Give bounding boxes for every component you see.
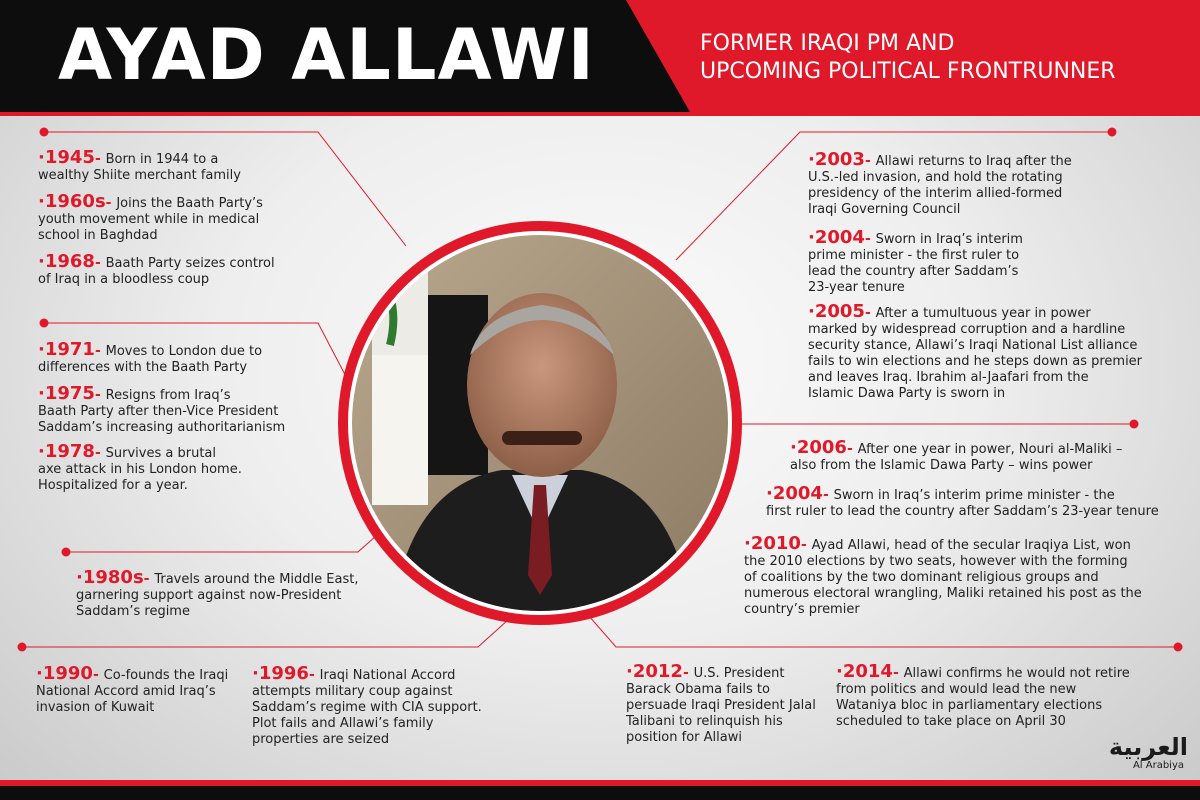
- event-year: 1945: [44, 147, 95, 168]
- event-text-line: Barack Obama fails to: [626, 682, 770, 697]
- event-dash: -: [864, 305, 876, 321]
- connector-lower-left: [66, 511, 404, 552]
- event-1990: [36, 663, 229, 716]
- event-dash: -: [682, 665, 694, 681]
- event-1980s: [76, 567, 359, 620]
- connector-dot: [62, 548, 71, 557]
- event-text-line: National Accord amid Iraq’s: [36, 684, 216, 699]
- portrait-photo: [352, 235, 728, 611]
- event-text-line: Born in 1944 to a: [105, 152, 219, 167]
- page-title: AYAD ALLAWI: [58, 14, 595, 96]
- event-text-line: Saddam’s increasing authoritarianism: [38, 420, 286, 435]
- event-dash: -: [94, 343, 106, 359]
- connector-dot: [1174, 643, 1183, 652]
- event-text-line: the 2010 elections by two seats, however with the forming: [744, 554, 1128, 569]
- event-1978: [38, 441, 242, 494]
- event-year: 2006: [796, 437, 847, 458]
- event-year: 1971: [44, 339, 95, 360]
- event-text-line: of Iraq in a bloodless coup: [38, 272, 210, 287]
- event-text-line: lead the country after Saddam’s: [808, 264, 1019, 279]
- event-text-line: school in Baghdad: [38, 228, 158, 243]
- event-year: 1996: [258, 663, 309, 684]
- event-1960s: [38, 191, 263, 244]
- event-text-line: 23-year tenure: [808, 280, 905, 295]
- event-text-line: Iraqi National Accord: [319, 668, 456, 683]
- event-2012: [626, 661, 816, 746]
- event-text-line: security stance, Allawi’s Iraqi National List alliance: [808, 338, 1138, 353]
- event-2010: [744, 533, 1142, 618]
- event-dash: -: [94, 387, 106, 403]
- event-text-line: presidency of the interim allied-formed: [808, 186, 1063, 201]
- event-year: 2004: [814, 227, 865, 248]
- bullet-dot: ·: [808, 227, 815, 248]
- event-text-line: Iraqi Governing Council: [808, 202, 961, 217]
- event-text-line: garnering support against now-President: [76, 588, 342, 603]
- event-text-line: and leaves Iraq. Ibrahim al-Jaafari from the: [808, 370, 1089, 385]
- event-2004-second: [766, 483, 1159, 520]
- connector-dot: [40, 319, 49, 328]
- event-text-line: invasion of Kuwait: [36, 700, 155, 715]
- bullet-dot: ·: [38, 191, 45, 212]
- event-2004: [808, 227, 1023, 296]
- event-text-line: Saddam’s regime with CIA support.: [252, 700, 482, 715]
- event-dash: -: [864, 153, 876, 169]
- event-text-line: Allawi returns to Iraq after the: [875, 154, 1072, 169]
- event-text-line: Talibani to relinquish his: [626, 714, 783, 729]
- event-year: 1990: [42, 663, 93, 684]
- event-dash: -: [94, 255, 106, 271]
- event-year: 1980s: [82, 567, 144, 588]
- event-text-line: Moves to London due to: [105, 344, 263, 359]
- event-year: 2005: [814, 301, 865, 322]
- event-text-line: Travels around the Middle East,: [154, 572, 359, 587]
- bullet-dot: ·: [790, 437, 797, 458]
- event-text-line: from politics and would lead the new: [836, 682, 1077, 697]
- event-text-line: Joins the Baath Party’s: [116, 196, 263, 211]
- event-2005: [808, 301, 1143, 402]
- event-text-line: Saddam’s regime: [76, 604, 190, 619]
- event-1996: [252, 663, 482, 748]
- connector-dot: [1130, 420, 1139, 429]
- event-text-line: Survives a brutal: [105, 446, 216, 461]
- event-1971: [38, 339, 263, 376]
- event-year: 1975: [44, 383, 95, 404]
- event-year: 2003: [814, 149, 865, 170]
- event-text-line: wealthy Shiite merchant family: [38, 168, 241, 183]
- event-text-line: persuade Iraqi President Jalal: [626, 698, 816, 713]
- event-dash: -: [105, 195, 117, 211]
- bullet-dot: ·: [766, 483, 773, 504]
- portrait-illustration: [352, 235, 728, 611]
- logo-english-text: Al Arabiya: [1132, 760, 1184, 771]
- event-year: 1978: [44, 441, 95, 462]
- event-dash: -: [864, 231, 876, 247]
- bullet-dot: ·: [38, 441, 45, 462]
- event-text-line: axe attack in his London home.: [38, 462, 242, 477]
- bullet-dot: ·: [252, 663, 259, 684]
- event-text-line: youth movement while in medical: [38, 212, 260, 227]
- event-dash: -: [94, 445, 106, 461]
- footer-black-band: [0, 786, 1200, 800]
- event-dash: -: [846, 441, 858, 457]
- event-text-line: Islamic Dawa Party is sworn in: [808, 386, 1006, 401]
- event-text-line: Hospitalized for a year.: [38, 478, 188, 493]
- bullet-dot: ·: [38, 383, 45, 404]
- bullet-dot: ·: [38, 339, 45, 360]
- connector-dot: [18, 643, 27, 652]
- event-dash: -: [800, 537, 812, 553]
- bullet-dot: ·: [808, 301, 815, 322]
- event-dash: -: [143, 571, 155, 587]
- event-1945: [38, 147, 241, 184]
- bullet-dot: ·: [626, 661, 633, 682]
- event-text-line: first ruler to lead the country after Saddam’s 23-year tenure: [766, 504, 1159, 519]
- bullet-dot: ·: [38, 251, 45, 272]
- event-text-line: also from the Islamic Dawa Party – wins power: [790, 458, 1093, 473]
- connector-dot: [1108, 128, 1117, 137]
- event-year: 1960s: [44, 191, 106, 212]
- event-1968: [38, 251, 275, 288]
- event-text-line: position for Allawi: [626, 730, 742, 745]
- event-text-line: attempts military coup against: [252, 684, 453, 699]
- event-text-line: Allawi confirms he would not retire: [903, 666, 1130, 681]
- bullet-dot: ·: [744, 533, 751, 554]
- event-dash: -: [94, 151, 106, 167]
- subtitle-line-2: UPCOMING POLITICAL FRONTRUNNER: [700, 59, 1116, 84]
- event-text-line: Sworn in Iraq’s interim prime minister - the: [833, 488, 1115, 503]
- event-year: 2014: [842, 661, 893, 682]
- event-text-line: differences with the Baath Party: [38, 360, 248, 375]
- event-dash: -: [822, 487, 834, 503]
- event-text-line: numerous electoral wrangling, Maliki retained his post as the: [744, 586, 1142, 601]
- subtitle-line-1: FORMER IRAQI PM AND: [700, 31, 955, 56]
- event-text-line: U.S. President: [693, 666, 785, 681]
- event-text-line: Baath Party after then-Vice President: [38, 404, 279, 419]
- connector-dot: [40, 128, 49, 137]
- event-text-line: scheduled to take place on April 30: [836, 714, 1066, 729]
- event-text-line: After a tumultuous year in power: [875, 306, 1091, 321]
- event-year: 2012: [632, 661, 683, 682]
- event-text-line: marked by widespread corruption and a hardline: [808, 322, 1126, 337]
- event-text-line: Sworn in Iraq’s interim: [875, 232, 1023, 247]
- bullet-dot: ·: [836, 661, 843, 682]
- event-dash: -: [308, 667, 320, 683]
- logo-arabic-text: العربية: [1108, 733, 1188, 761]
- event-text-line: Resigns from Iraq’s: [105, 388, 231, 403]
- event-text-line: Baath Party seizes control: [105, 256, 275, 271]
- event-text-line: country’s premier: [744, 602, 860, 617]
- event-dash: -: [92, 667, 104, 683]
- event-year: 2010: [750, 533, 801, 554]
- event-text-line: Ayad Allawi, head of the secular Iraqiya List, won: [811, 538, 1131, 553]
- event-text-line: of coalitions by the two dominant religious groups and: [744, 570, 1099, 585]
- event-1975: [38, 383, 286, 436]
- event-text-line: After one year in power, Nouri al-Maliki –: [857, 442, 1123, 457]
- event-text-line: Wataniya bloc in parliamentary elections: [836, 698, 1103, 713]
- event-2014: [836, 661, 1130, 730]
- event-year: 2004: [772, 483, 823, 504]
- bullet-dot: ·: [36, 663, 43, 684]
- bullet-dot: ·: [808, 149, 815, 170]
- event-text-line: Co-founds the Iraqi: [103, 668, 229, 683]
- event-text-line: prime minister - the first ruler to: [808, 248, 1020, 263]
- event-text-line: U.S.-led invasion, and hold the rotating: [808, 170, 1063, 185]
- event-text-line: properties are seized: [252, 732, 390, 747]
- event-2006: [790, 437, 1123, 474]
- event-text-line: Plot fails and Allawi’s family: [252, 716, 434, 731]
- event-2003: [808, 149, 1072, 218]
- bullet-dot: ·: [76, 567, 83, 588]
- portrait-frame: [338, 221, 742, 625]
- al-arabiya-logo: [1098, 732, 1188, 778]
- event-year: 1968: [44, 251, 95, 272]
- event-dash: -: [892, 665, 904, 681]
- bullet-dot: ·: [38, 147, 45, 168]
- event-text-line: fails to win elections and he steps down as premier: [808, 354, 1143, 369]
